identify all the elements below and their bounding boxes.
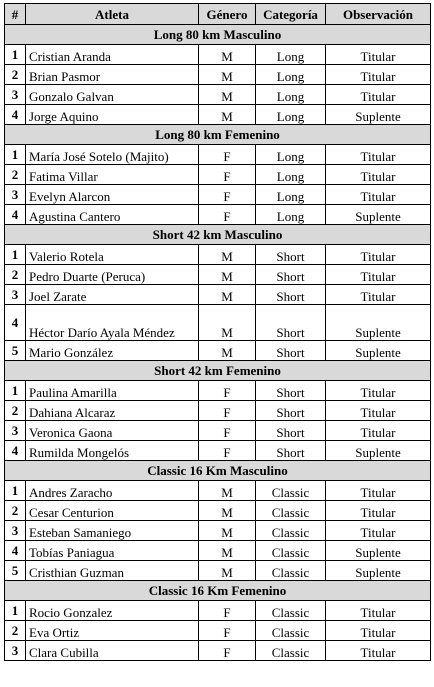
athlete-observation: Titular [326, 145, 431, 165]
athlete-gender: M [199, 305, 256, 341]
athlete-gender: M [199, 245, 256, 265]
athlete-observation: Suplente [326, 205, 431, 225]
athlete-gender: F [199, 205, 256, 225]
table-row [5, 441, 431, 461]
athlete-name: Fatima Villar [26, 165, 199, 185]
row-number: 4 [5, 541, 26, 561]
row-number: 5 [5, 341, 26, 361]
athlete-gender: M [199, 541, 256, 561]
row-number: 2 [5, 501, 26, 521]
athlete-gender: F [199, 145, 256, 165]
athlete-category: Classic [256, 521, 326, 541]
row-number: 5 [5, 561, 26, 581]
table-row [5, 621, 431, 641]
athlete-gender: F [199, 421, 256, 441]
row-number: 1 [5, 601, 26, 621]
athlete-observation: Titular [326, 421, 431, 441]
athlete-category: Long [256, 185, 326, 205]
athlete-category: Classic [256, 601, 326, 621]
table-row [5, 185, 431, 205]
row-number: 4 [5, 305, 26, 341]
athlete-gender: M [199, 45, 256, 65]
athlete-gender: M [199, 521, 256, 541]
athlete-observation: Titular [326, 621, 431, 641]
athlete-name: Gonzalo Galvan [26, 85, 199, 105]
table-row [5, 521, 431, 541]
row-number: 2 [5, 265, 26, 285]
table-row [5, 305, 431, 341]
athlete-name: Valerio Rotela [26, 245, 199, 265]
row-number: 1 [5, 45, 26, 65]
athlete-observation: Titular [326, 521, 431, 541]
table-row [5, 501, 431, 521]
header-athlete: Atleta [26, 4, 199, 25]
table-row [5, 265, 431, 285]
athlete-gender: F [199, 601, 256, 621]
table-row [5, 601, 431, 621]
table-row [5, 45, 431, 65]
athlete-category: Short [256, 305, 326, 341]
section-header-row [5, 25, 431, 45]
athlete-name: Esteban Samaniego [26, 521, 199, 541]
athlete-category: Classic [256, 481, 326, 501]
table-row [5, 481, 431, 501]
athlete-category: Long [256, 65, 326, 85]
athlete-roster-table [4, 3, 431, 661]
table-body [5, 25, 431, 661]
athlete-category: Short [256, 285, 326, 305]
athlete-name: Tobías Paniagua [26, 541, 199, 561]
athlete-observation: Suplente [326, 105, 431, 125]
table-row [5, 65, 431, 85]
section-title: Long 80 km Femenino [5, 125, 431, 145]
header-gender: Género [199, 4, 256, 25]
athlete-observation: Suplente [326, 561, 431, 581]
section-header-row [5, 581, 431, 601]
athlete-name: Veronica Gaona [26, 421, 199, 441]
athlete-observation: Titular [326, 265, 431, 285]
row-number: 3 [5, 185, 26, 205]
athlete-name: Paulina Amarilla [26, 381, 199, 401]
athlete-name: Eva Ortiz [26, 621, 199, 641]
athlete-category: Classic [256, 501, 326, 521]
athlete-name: Evelyn Alarcon [26, 185, 199, 205]
athlete-gender: M [199, 105, 256, 125]
athlete-observation: Titular [326, 601, 431, 621]
table-row [5, 105, 431, 125]
athlete-category: Long [256, 205, 326, 225]
athlete-category: Short [256, 441, 326, 461]
athlete-name: Jorge Aquino [26, 105, 199, 125]
athlete-observation: Titular [326, 481, 431, 501]
athlete-gender: M [199, 501, 256, 521]
athlete-observation: Suplente [326, 341, 431, 361]
row-number: 1 [5, 145, 26, 165]
athlete-category: Short [256, 401, 326, 421]
section-title: Short 42 km Femenino [5, 361, 431, 381]
table-header [5, 4, 431, 25]
athlete-name: Clara Cubilla [26, 641, 199, 661]
row-number: 3 [5, 641, 26, 661]
athlete-name: Rumilda Mongelós [26, 441, 199, 461]
header-row [5, 4, 431, 25]
table-row [5, 341, 431, 361]
athlete-gender: F [199, 165, 256, 185]
athlete-observation: Titular [326, 45, 431, 65]
header-observation: Observación [326, 4, 431, 25]
athlete-gender: F [199, 641, 256, 661]
athlete-gender: M [199, 265, 256, 285]
row-number: 4 [5, 205, 26, 225]
athlete-observation: Suplente [326, 305, 431, 341]
athlete-observation: Titular [326, 641, 431, 661]
athlete-category: Classic [256, 541, 326, 561]
athlete-observation: Titular [326, 165, 431, 185]
athlete-category: Short [256, 421, 326, 441]
athlete-observation: Titular [326, 381, 431, 401]
athlete-observation: Titular [326, 65, 431, 85]
row-number: 3 [5, 521, 26, 541]
athlete-name: Mario González [26, 341, 199, 361]
athlete-gender: F [199, 401, 256, 421]
table-row [5, 561, 431, 581]
athlete-gender: F [199, 441, 256, 461]
athlete-observation: Titular [326, 185, 431, 205]
athlete-name: Cristhian Guzman [26, 561, 199, 581]
athlete-gender: M [199, 285, 256, 305]
header-number: # [5, 4, 26, 25]
athlete-name: Brian Pasmor [26, 65, 199, 85]
section-header-row [5, 461, 431, 481]
table-row [5, 381, 431, 401]
section-header-row [5, 125, 431, 145]
athlete-category: Short [256, 265, 326, 285]
athlete-gender: M [199, 481, 256, 501]
row-number: 2 [5, 65, 26, 85]
table-row [5, 421, 431, 441]
athlete-name: Andres Zaracho [26, 481, 199, 501]
section-title: Classic 16 Km Femenino [5, 581, 431, 601]
athlete-name: Dahiana Alcaraz [26, 401, 199, 421]
athlete-category: Long [256, 85, 326, 105]
row-number: 3 [5, 421, 26, 441]
athlete-name: Joel Zarate [26, 285, 199, 305]
athlete-category: Long [256, 145, 326, 165]
table-row [5, 285, 431, 305]
athlete-name: María José Sotelo (Majito) [26, 145, 199, 165]
row-number: 1 [5, 245, 26, 265]
table-row [5, 245, 431, 265]
athlete-observation: Titular [326, 245, 431, 265]
athlete-category: Classic [256, 561, 326, 581]
athlete-gender: M [199, 341, 256, 361]
table-row [5, 641, 431, 661]
athlete-name: Rocio Gonzalez [26, 601, 199, 621]
athlete-gender: M [199, 561, 256, 581]
athlete-gender: F [199, 621, 256, 641]
athlete-category: Long [256, 105, 326, 125]
athlete-category: Long [256, 165, 326, 185]
athlete-gender: F [199, 185, 256, 205]
row-number: 2 [5, 165, 26, 185]
section-title: Classic 16 Km Masculino [5, 461, 431, 481]
athlete-name: Cesar Centurion [26, 501, 199, 521]
athlete-gender: M [199, 65, 256, 85]
athlete-category: Short [256, 245, 326, 265]
athlete-observation: Suplente [326, 441, 431, 461]
table-row [5, 85, 431, 105]
athlete-gender: F [199, 381, 256, 401]
table-row [5, 165, 431, 185]
row-number: 3 [5, 85, 26, 105]
row-number: 4 [5, 105, 26, 125]
header-category: Categoría [256, 4, 326, 25]
table-row [5, 541, 431, 561]
row-number: 2 [5, 401, 26, 421]
athlete-observation: Titular [326, 501, 431, 521]
athlete-name: Cristian Aranda [26, 45, 199, 65]
row-number: 3 [5, 285, 26, 305]
athlete-category: Classic [256, 641, 326, 661]
row-number: 1 [5, 381, 26, 401]
table-row [5, 401, 431, 421]
athlete-category: Short [256, 381, 326, 401]
section-title: Long 80 km Masculino [5, 25, 431, 45]
section-title: Short 42 km Masculino [5, 225, 431, 245]
athlete-name: Pedro Duarte (Peruca) [26, 265, 199, 285]
athlete-observation: Suplente [326, 541, 431, 561]
row-number: 2 [5, 621, 26, 641]
athlete-category: Short [256, 341, 326, 361]
athlete-observation: Titular [326, 85, 431, 105]
athlete-category: Classic [256, 621, 326, 641]
table-row [5, 205, 431, 225]
section-header-row [5, 361, 431, 381]
table-row [5, 145, 431, 165]
section-header-row [5, 225, 431, 245]
athlete-name: Agustina Cantero [26, 205, 199, 225]
athlete-name: Héctor Darío Ayala Méndez [26, 305, 199, 341]
athlete-observation: Titular [326, 401, 431, 421]
athlete-gender: M [199, 85, 256, 105]
row-number: 4 [5, 441, 26, 461]
athlete-category: Long [256, 45, 326, 65]
athlete-observation: Titular [326, 285, 431, 305]
row-number: 1 [5, 481, 26, 501]
